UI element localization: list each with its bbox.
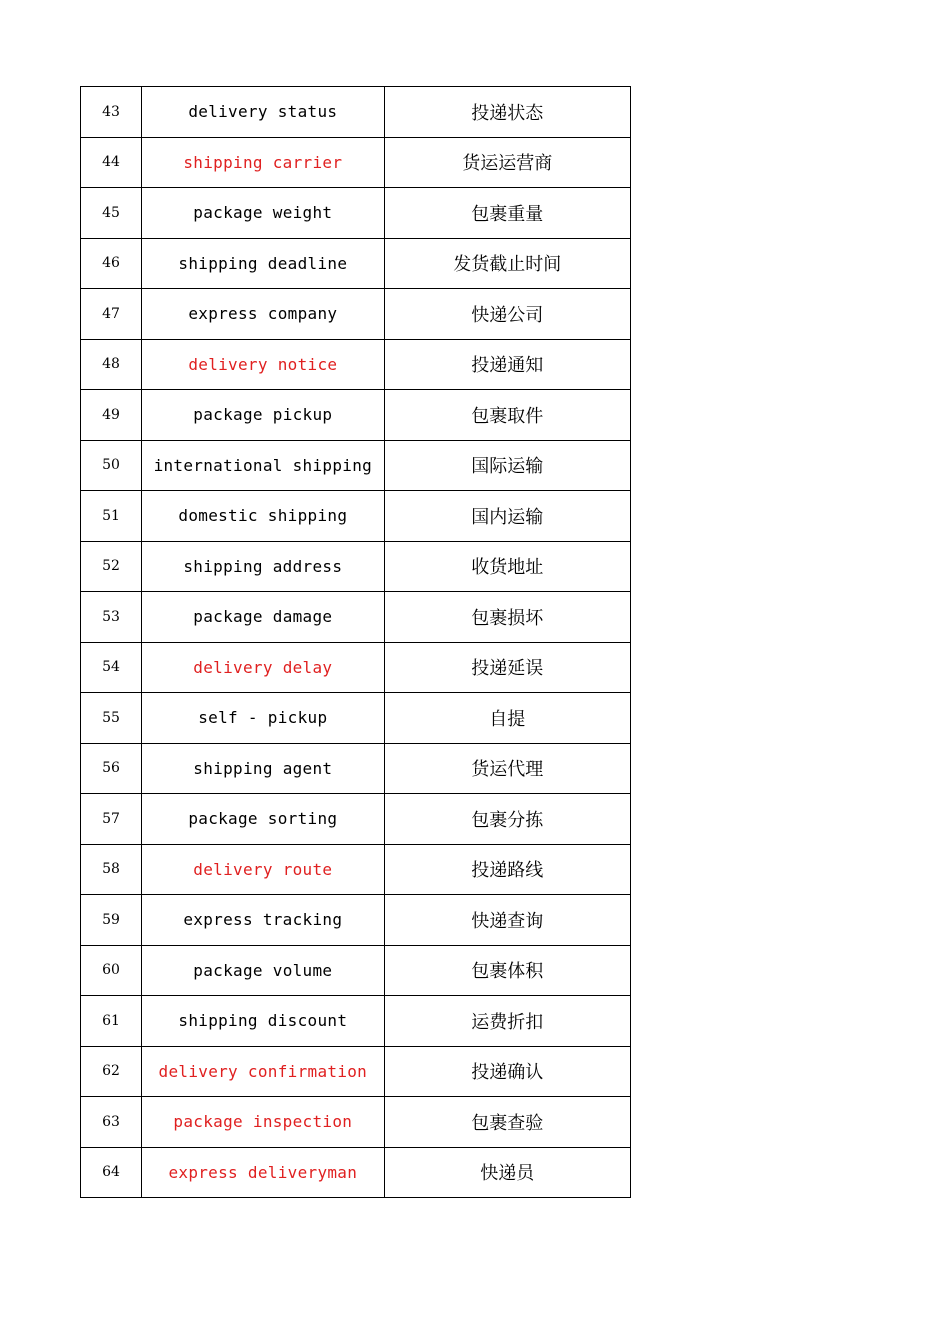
row-number: 45: [81, 188, 142, 239]
chinese-term: 快递公司: [384, 289, 630, 340]
chinese-term: 自提: [384, 693, 630, 744]
english-term: international shipping: [142, 440, 384, 491]
table-row: [81, 440, 631, 491]
english-term: package sorting: [142, 794, 384, 845]
row-number: 58: [81, 844, 142, 895]
chinese-term: 投递通知: [384, 339, 630, 390]
english-term: package volume: [142, 945, 384, 996]
row-number: 44: [81, 137, 142, 188]
table-row: [81, 137, 631, 188]
english-term: shipping carrier: [142, 137, 384, 188]
table-row: [81, 1097, 631, 1148]
chinese-term: 货运运营商: [384, 137, 630, 188]
chinese-term: 投递路线: [384, 844, 630, 895]
english-term: shipping agent: [142, 743, 384, 794]
table-row: [81, 87, 631, 138]
english-term: express tracking: [142, 895, 384, 946]
table-row: [81, 895, 631, 946]
english-term: package weight: [142, 188, 384, 239]
english-term: domestic shipping: [142, 491, 384, 542]
english-term: delivery route: [142, 844, 384, 895]
chinese-term: 货运代理: [384, 743, 630, 794]
row-number: 55: [81, 693, 142, 744]
english-term: self - pickup: [142, 693, 384, 744]
row-number: 47: [81, 289, 142, 340]
row-number: 63: [81, 1097, 142, 1148]
row-number: 62: [81, 1046, 142, 1097]
vocabulary-table-body: [81, 87, 631, 1198]
table-row: [81, 289, 631, 340]
chinese-term: 包裹体积: [384, 945, 630, 996]
table-row: [81, 693, 631, 744]
table-row: [81, 541, 631, 592]
table-row: [81, 1046, 631, 1097]
chinese-term: 发货截止时间: [384, 238, 630, 289]
row-number: 53: [81, 592, 142, 643]
chinese-term: 国内运输: [384, 491, 630, 542]
chinese-term: 快递员: [384, 1147, 630, 1198]
chinese-term: 收货地址: [384, 541, 630, 592]
table-row: [81, 238, 631, 289]
row-number: 48: [81, 339, 142, 390]
row-number: 61: [81, 996, 142, 1047]
row-number: 60: [81, 945, 142, 996]
english-term: shipping discount: [142, 996, 384, 1047]
table-row: [81, 642, 631, 693]
row-number: 56: [81, 743, 142, 794]
chinese-term: 包裹损坏: [384, 592, 630, 643]
table-row: [81, 945, 631, 996]
chinese-term: 投递延误: [384, 642, 630, 693]
row-number: 46: [81, 238, 142, 289]
chinese-term: 包裹查验: [384, 1097, 630, 1148]
table-row: [81, 339, 631, 390]
english-term: package inspection: [142, 1097, 384, 1148]
row-number: 57: [81, 794, 142, 845]
english-term: shipping address: [142, 541, 384, 592]
english-term: express company: [142, 289, 384, 340]
vocabulary-table: [80, 86, 631, 1198]
table-row: [81, 844, 631, 895]
chinese-term: 投递确认: [384, 1046, 630, 1097]
row-number: 54: [81, 642, 142, 693]
row-number: 51: [81, 491, 142, 542]
row-number: 59: [81, 895, 142, 946]
english-term: shipping deadline: [142, 238, 384, 289]
row-number: 50: [81, 440, 142, 491]
row-number: 52: [81, 541, 142, 592]
chinese-term: 包裹分拣: [384, 794, 630, 845]
table-row: [81, 188, 631, 239]
row-number: 43: [81, 87, 142, 138]
row-number: 49: [81, 390, 142, 441]
chinese-term: 国际运输: [384, 440, 630, 491]
table-row: [81, 1147, 631, 1198]
table-row: [81, 491, 631, 542]
english-term: delivery delay: [142, 642, 384, 693]
english-term: delivery confirmation: [142, 1046, 384, 1097]
chinese-term: 包裹取件: [384, 390, 630, 441]
english-term: delivery notice: [142, 339, 384, 390]
chinese-term: 包裹重量: [384, 188, 630, 239]
chinese-term: 投递状态: [384, 87, 630, 138]
table-row: [81, 996, 631, 1047]
chinese-term: 运费折扣: [384, 996, 630, 1047]
table-row: [81, 592, 631, 643]
english-term: delivery status: [142, 87, 384, 138]
english-term: package damage: [142, 592, 384, 643]
english-term: package pickup: [142, 390, 384, 441]
table-row: [81, 390, 631, 441]
english-term: express deliveryman: [142, 1147, 384, 1198]
table-row: [81, 794, 631, 845]
chinese-term: 快递查询: [384, 895, 630, 946]
table-row: [81, 743, 631, 794]
row-number: 64: [81, 1147, 142, 1198]
